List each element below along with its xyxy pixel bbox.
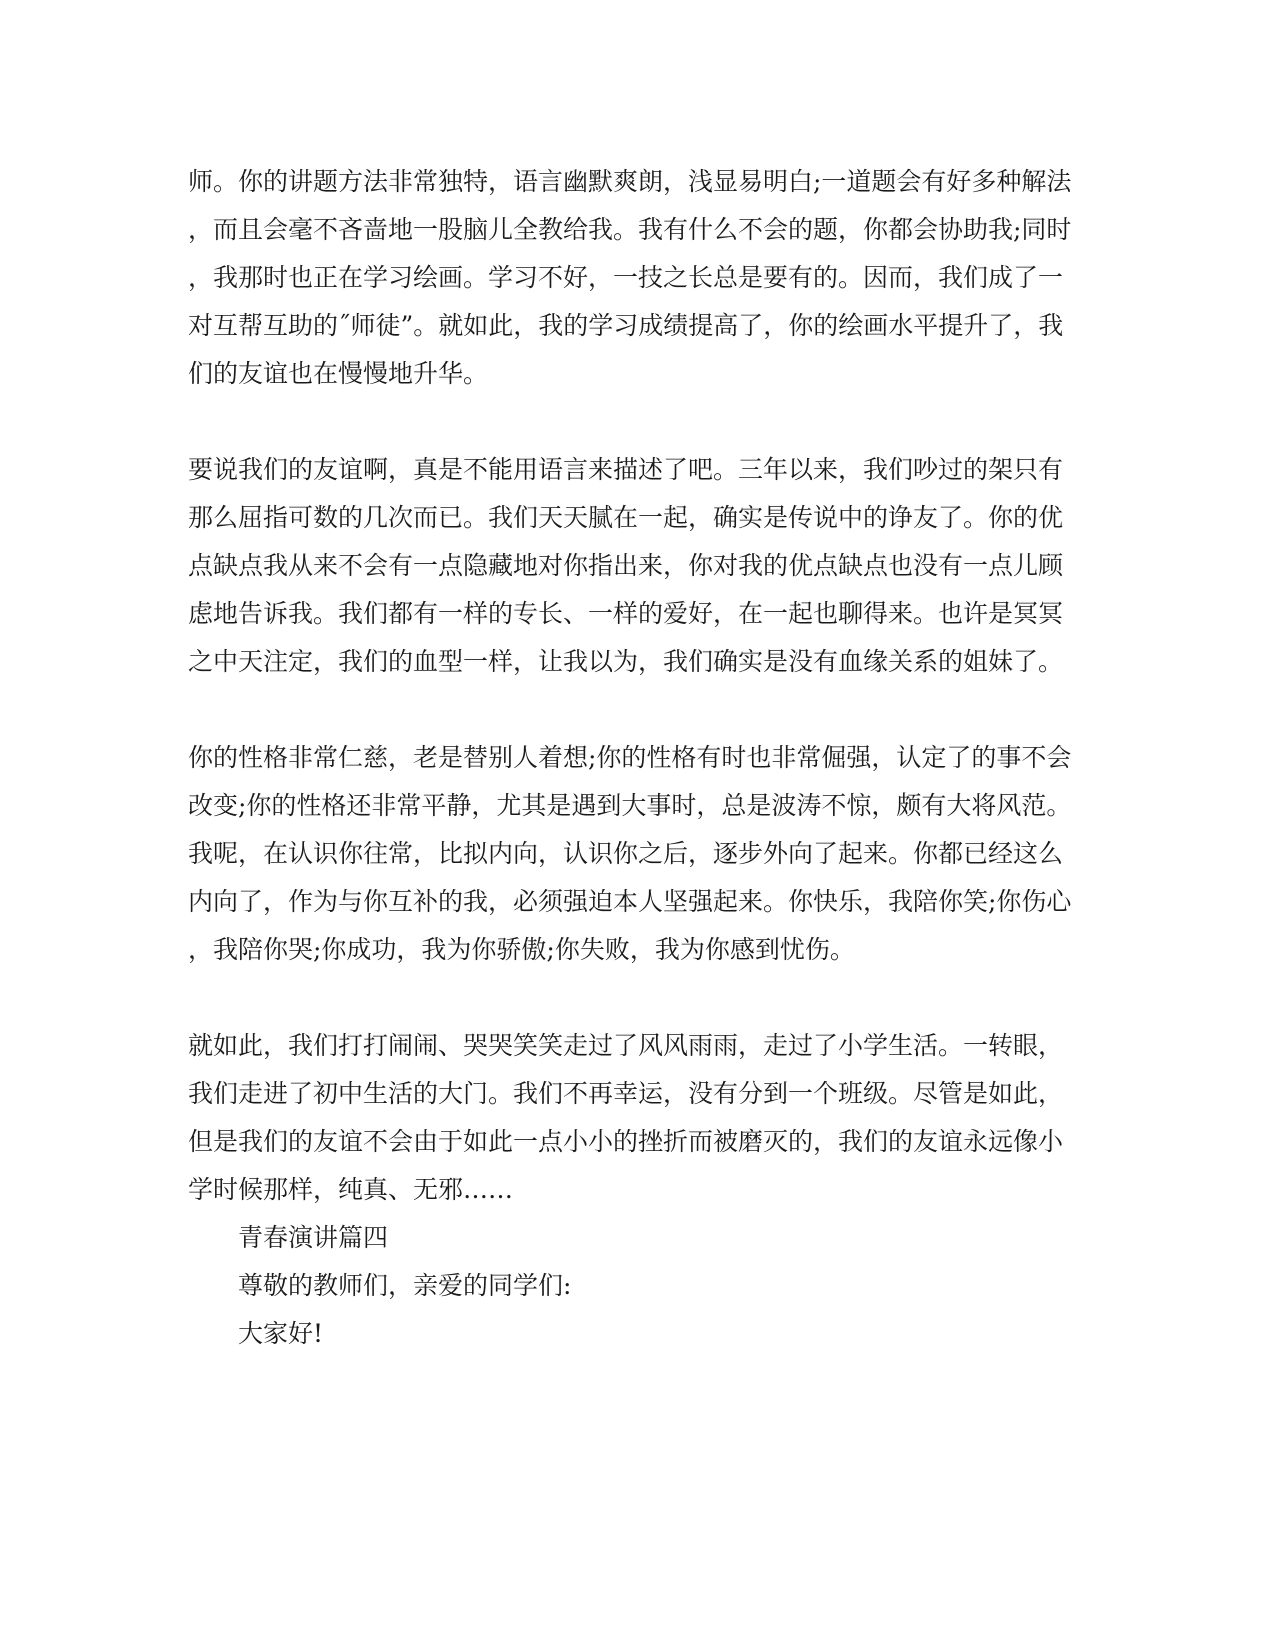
text-line: 要说我们的友谊啊，真是不能用语言来描述了吧。三年以来，我们吵过的架只有 (188, 455, 1064, 484)
text-line: 对互帮互助的˝师徒”。就如此，我的学习成绩提高了，你的绘画水平提升了，我 (188, 311, 1064, 340)
text-line: 师。你的讲题方法非常独特，语言幽默爽朗，浅显易明白;一道题会有好多种解法 (188, 167, 1072, 196)
paragraph-gap (188, 398, 1088, 446)
text-line: 就如此，我们打打闹闹、哭哭笑笑走过了风风雨雨，走过了小学生活。一转眼， (188, 1031, 1064, 1060)
text-line: 但是我们的友谊不会由于如此一点小小的挫折而被磨灭的，我们的友谊永远像小 (188, 1127, 1064, 1156)
paragraph-3 (188, 734, 1088, 974)
salutation: 大家好! (238, 1319, 324, 1348)
text-line: 点缺点我从来不会有一点隐藏地对你指出来，你对我的优点缺点也没有一点儿顾 (188, 551, 1064, 580)
document-body (188, 158, 1088, 1358)
text-line: 之中天注定，我们的血型一样，让我以为，我们确实是没有血缘关系的姐妹了。 (188, 647, 1064, 676)
section-title: 青春演讲篇四 (238, 1223, 389, 1252)
text-line: 那么屈指可数的几次而已。我们天天腻在一起，确实是传说中的诤友了。你的优 (188, 503, 1064, 532)
text-line: 学时候那样，纯真、无邪…… (188, 1175, 514, 1204)
text-line: 内向了，作为与你互补的我，必须强迫本人坚强起来。你快乐，我陪你笑;你伤心 (188, 887, 1072, 916)
greeting: 尊敬的教师们，亲爱的同学们: (238, 1271, 572, 1300)
text-line: 改变;你的性格还非常平静，尤其是遇到大事时，总是波涛不惊，颇有大将风范。 (188, 791, 1072, 820)
text-line: 你的性格非常仁慈，老是替别人着想;你的性格有时也非常倔强，认定了的事不会 (188, 743, 1072, 772)
text-line: ，我陪你哭;你成功，我为你骄傲;你失败，我为你感到忧伤。 (188, 935, 855, 964)
paragraph-gap (188, 686, 1088, 734)
paragraph-2 (188, 446, 1088, 686)
text-line: 们的友谊也在慢慢地升华。 (188, 359, 489, 388)
paragraph-1 (188, 158, 1088, 398)
text-line: ，而且会毫不吝啬地一股脑儿全教给我。我有什么不会的题，你都会协助我;同时 (188, 215, 1072, 244)
text-line: 我呢，在认识你往常，比拟内向，认识你之后，逐步外向了起来。你都已经这么 (188, 839, 1064, 868)
text-line: 虑地告诉我。我们都有一样的专长、一样的爱好，在一起也聊得来。也许是冥冥 (188, 599, 1064, 628)
text-line: 我们走进了初中生活的大门。我们不再幸运，没有分到一个班级。尽管是如此， (188, 1079, 1064, 1108)
paragraph-gap (188, 974, 1088, 1022)
text-line: ，我那时也正在学习绘画。学习不好，一技之长总是要有的。因而，我们成了一 (188, 263, 1064, 292)
paragraph-4 (188, 1022, 1088, 1214)
